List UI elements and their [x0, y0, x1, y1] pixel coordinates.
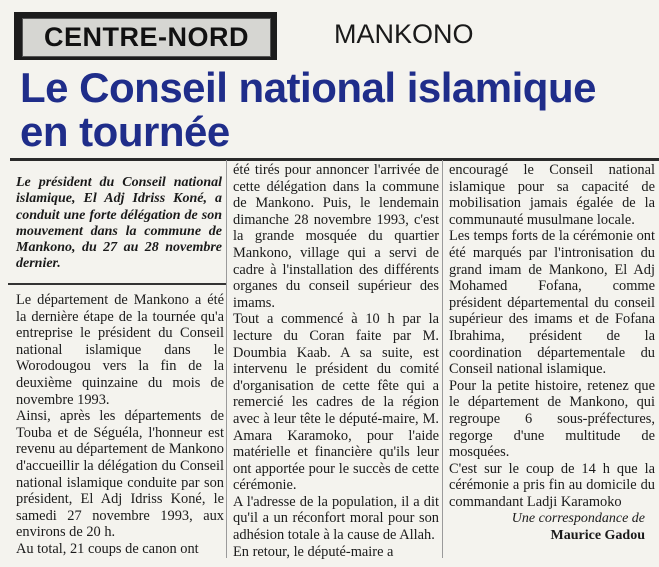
section-label: CENTRE-NORD [22, 18, 271, 57]
paragraph: été tirés pour annoncer l'arrivée de cette délégation dans la commune de Mankono. Puis, le lendemain dimanche 28 novembre 1993, c'est la grande mosquée du quartier Mankono, village qui a servi de cadre à l'installation des différents organes du conseil supérieur des imams. [233, 162, 439, 311]
article-column-2 [233, 162, 439, 560]
headline-line-2: en tournée [20, 108, 230, 155]
paragraph: encouragé le Conseil national islamique pour sa capacité de mobilisation jamais égalée de la communauté musulmane locale. [449, 162, 655, 228]
region-label: MANKONO [334, 19, 474, 49]
signature [449, 510, 645, 544]
signature-author: Maurice Gadou [550, 528, 645, 543]
article-column-1 [16, 292, 224, 558]
paragraph: En retour, le député-maire a [233, 543, 394, 560]
paragraph: Les temps forts de la cérémonie ont été marqués par l'intronisation du grand imam de Mankono, El Adj Mohamed Fofana, comme président départemental du conseil supérieur des imams et de Fofana Ibrahima, président de la coordination départementale du Conseil national islamique. [449, 228, 655, 378]
paragraph: C'est sur le coup de 14 h que la cérémonie a pris fin au domicile du commandant Ladji Karamoko [449, 460, 655, 510]
signature-agency: Une correspondance de [511, 511, 645, 526]
paragraph: Tout a commencé à 10 h par la lecture du Coran faite par M. Doumbia Kaab. A sa suite, est intervenu le président du comité d'organisation de cette fête qui a remercié les cadres de la région avec à leur tête le député-maire, M. Amara Karamoko, pour l'aide matérielle et financière qu'ils leur ont apportée pour le succès de cette cérémonie. [233, 311, 439, 494]
chapo-rule [8, 283, 226, 285]
column-divider [442, 160, 443, 558]
article-column-3 [449, 162, 655, 510]
headline-line-1: Le Conseil national islamique [20, 64, 596, 111]
column-divider [226, 160, 227, 558]
headline [20, 66, 659, 154]
paragraph: Au total, 21 coups de canon ont [16, 540, 199, 557]
paragraph: A l'adresse de la population, il a dit qu'il a un réconfort moral pour son adhésion totale à la cause de Allah. [233, 493, 439, 544]
paragraph: Ainsi, après les départements de Touba et de Séguéla, l'honneur est revenu au département de Mankono d'accueillir la délégation du Conseil national islamique conduite par son président, El Adj Idriss Koné, le samedi 27 novembre 1993, aux environs de 20 h. [16, 408, 224, 541]
paragraph: Le département de Mankono a été la dernière étape de la tournée qu'a entreprise le président du Conseil national islamique dans le Worodougou vers la fin de la deuxième quinzaine du mois de novembre 1993. [16, 292, 224, 408]
headline-rule [10, 158, 659, 161]
chapo-intro: Le président du Conseil national islamique, El Adj Idriss Koné, a conduit une forte délégation de son mouvement dans la commune de Mankono, du 27 au 28 novembre dernier. [16, 175, 222, 272]
paragraph: Pour la petite histoire, retenez que le département de Mankono, qui regroupe 6 sous-préfectures, regorge d'une multitude de mosquées. [449, 377, 655, 461]
